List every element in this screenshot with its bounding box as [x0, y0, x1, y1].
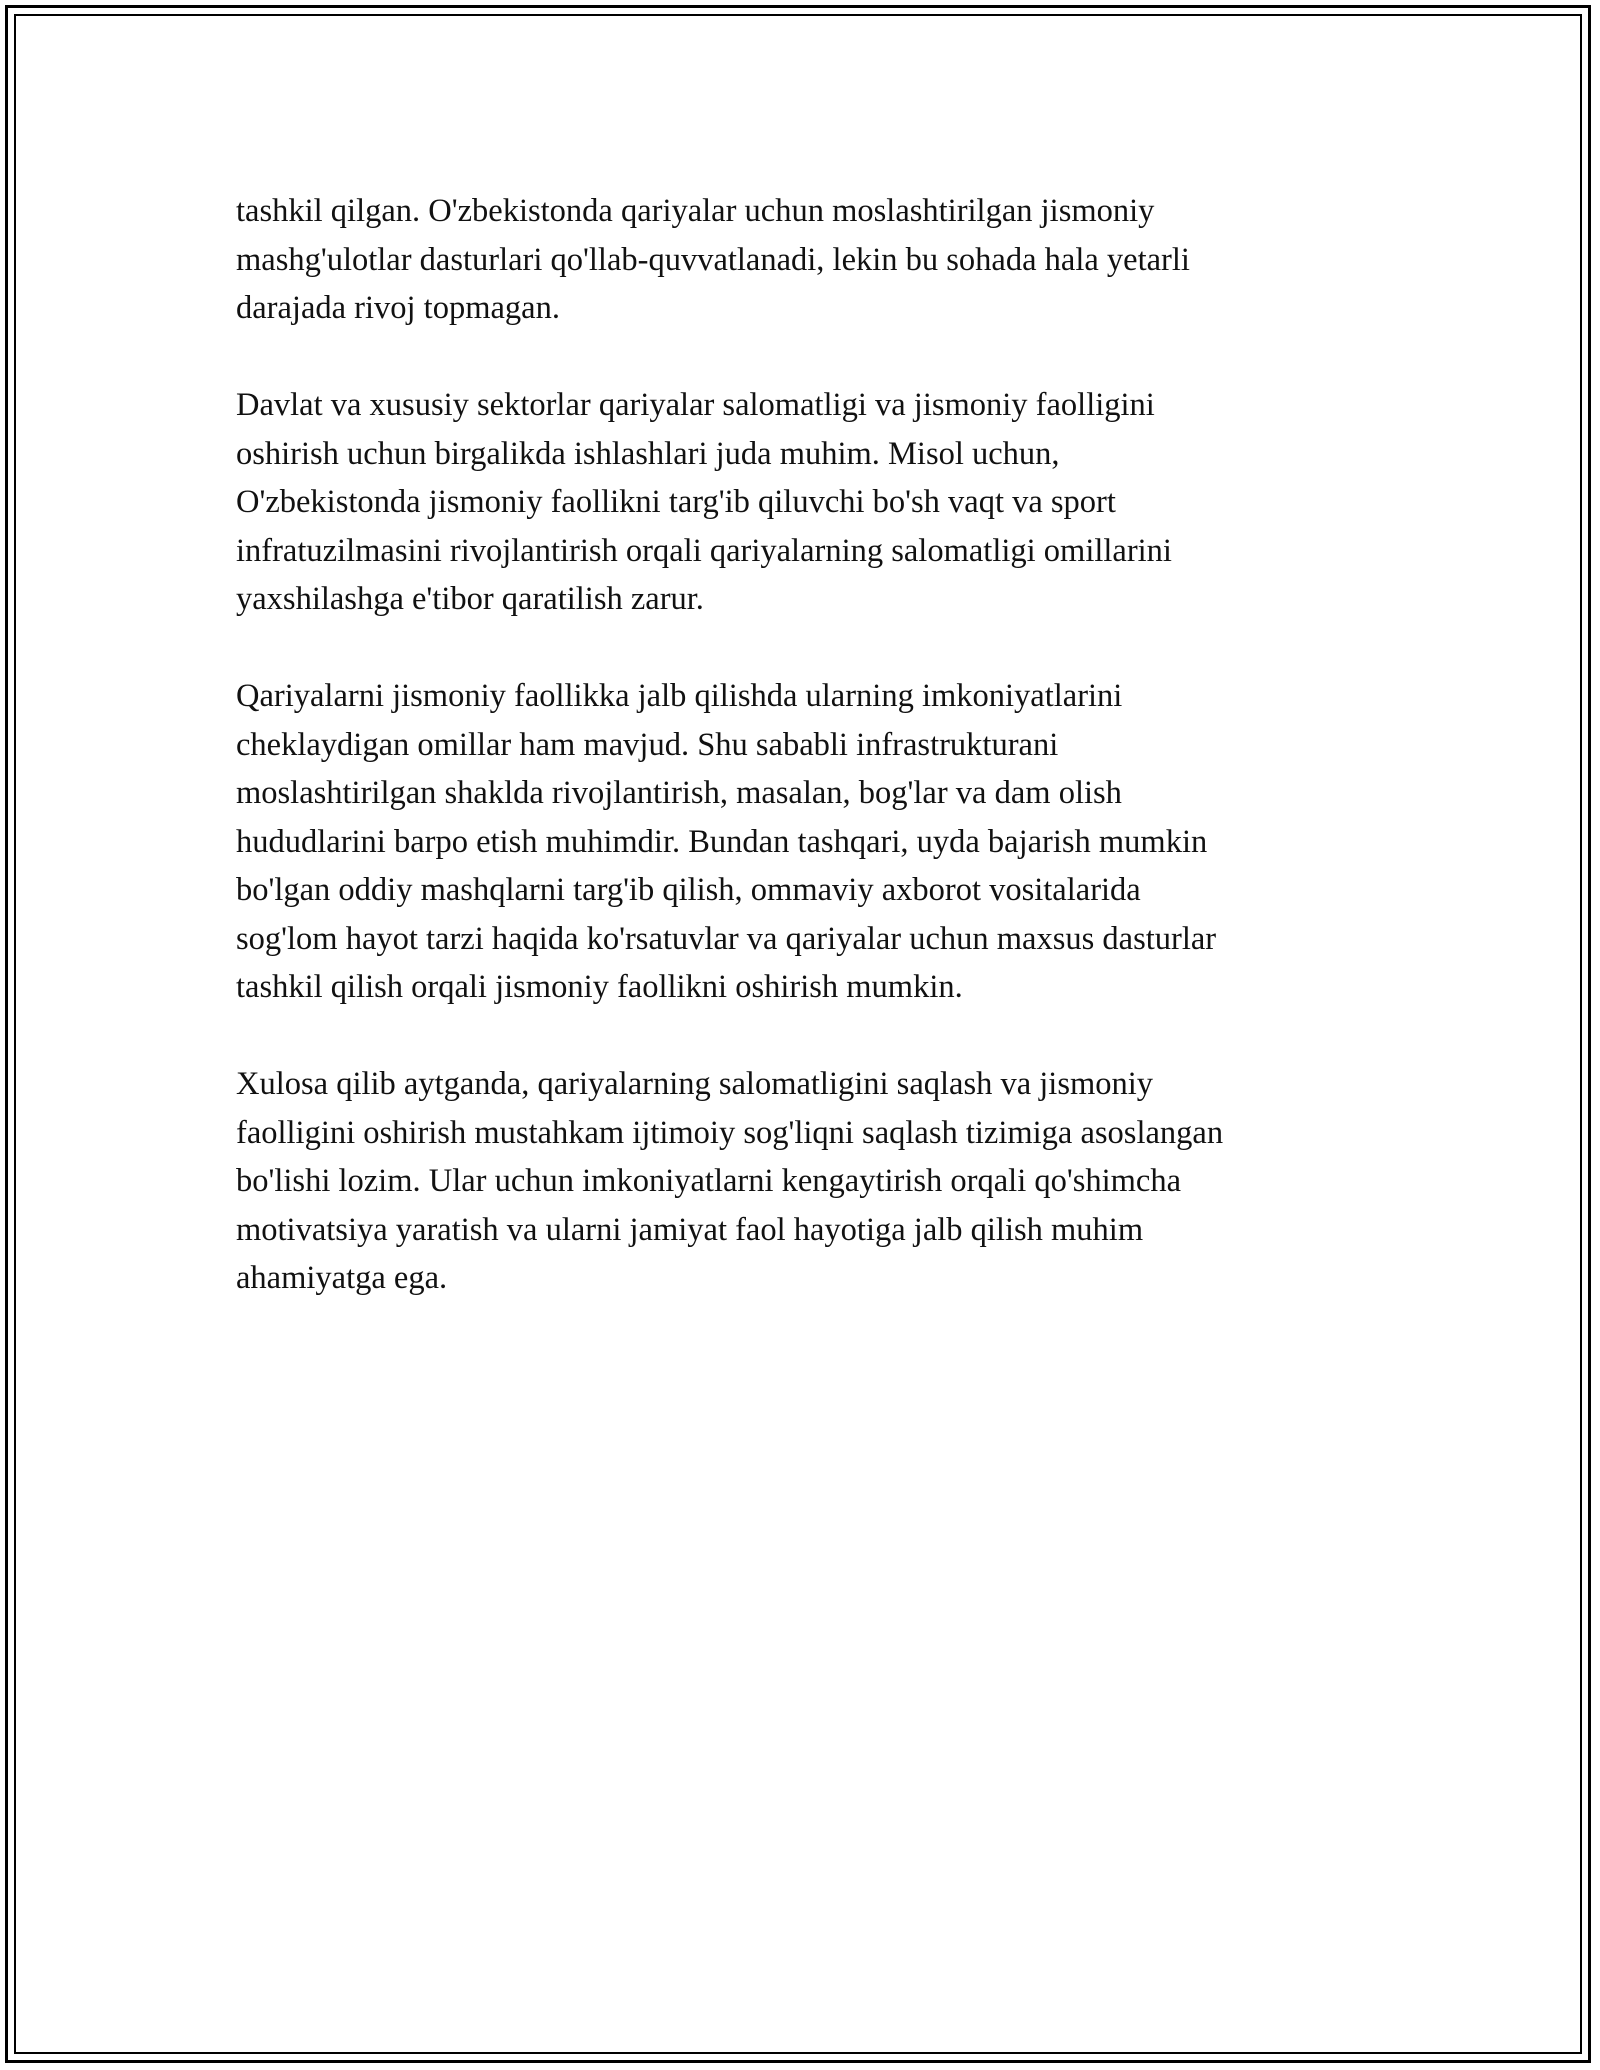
text-line: mashg'ulotlar dasturlari qo'llab-quvvatlanadi, lekin bu sohada hala yetarli: [236, 241, 1190, 278]
text-line: motivatsiya yaratish va ularni jamiyat faol hayotiga jalb qilish muhim: [236, 1211, 1144, 1248]
text-line: bo'lishi lozim. Ular uchun imkoniyatlarni kengaytirish orqali qo'shimcha: [236, 1163, 1182, 1199]
text-line: oshirish uchun birgalikda ishlashlari juda muhim. Misol uchun,: [236, 435, 1060, 472]
document-body: [236, 187, 1366, 1351]
paragraph-4: [236, 1060, 1366, 1303]
text-line: ahamiyatga ega.: [236, 1260, 448, 1296]
text-line: bo'lgan oddiy mashqlarni targ'ib qilish, ommaviy axborot vositalarida: [236, 872, 1141, 908]
text-line: hududlarini barpo etish muhimdir. Bundan tashqari, uyda bajarish mumkin: [236, 823, 1208, 860]
paragraph-2: [236, 381, 1366, 624]
text-line: moslashtirilgan shaklda rivojlantirish, masalan, bog'lar va dam olish: [236, 775, 1122, 811]
text-line: O'zbekistonda jismoniy faollikni targ'ib qiluvchi bo'sh vaqt va sport: [236, 484, 1116, 520]
text-line: faolligini oshirish mustahkam ijtimoiy sog'liqni saqlash tizimiga asoslangan: [236, 1114, 1224, 1151]
paragraph-1: [236, 187, 1366, 333]
text-line: tashkil qilish orqali jismoniy faollikni oshirish mumkin.: [236, 969, 963, 1005]
text-line: sog'lom hayot tarzi haqida ko'rsatuvlar va qariyalar uchun maxsus dasturlar: [236, 920, 1217, 957]
text-line: tashkil qilgan. O'zbekistonda qariyalar uchun moslashtirilgan jismoniy: [236, 193, 1155, 229]
text-line: Qariyalarni jismoniy faollikka jalb qilishda ularning imkoniyatlarini: [236, 678, 1123, 714]
text-line: Xulosa qilib aytganda, qariyalarning salomatligini saqlash va jismoniy: [236, 1066, 1154, 1102]
paragraph-3: [236, 672, 1366, 1012]
text-line: darajada rivoj topmagan.: [236, 290, 560, 326]
text-line: yaxshilashga e'tibor qaratilish zarur.: [236, 581, 704, 617]
text-line: infratuzilmasini rivojlantirish orqali qariyalarning salomatligi omillarini: [236, 532, 1172, 569]
text-line: cheklaydigan omillar ham mavjud. Shu sababli infrastrukturani: [236, 726, 1059, 763]
text-line: Davlat va xususiy sektorlar qariyalar salomatligi va jismoniy faolligini: [236, 387, 1155, 423]
